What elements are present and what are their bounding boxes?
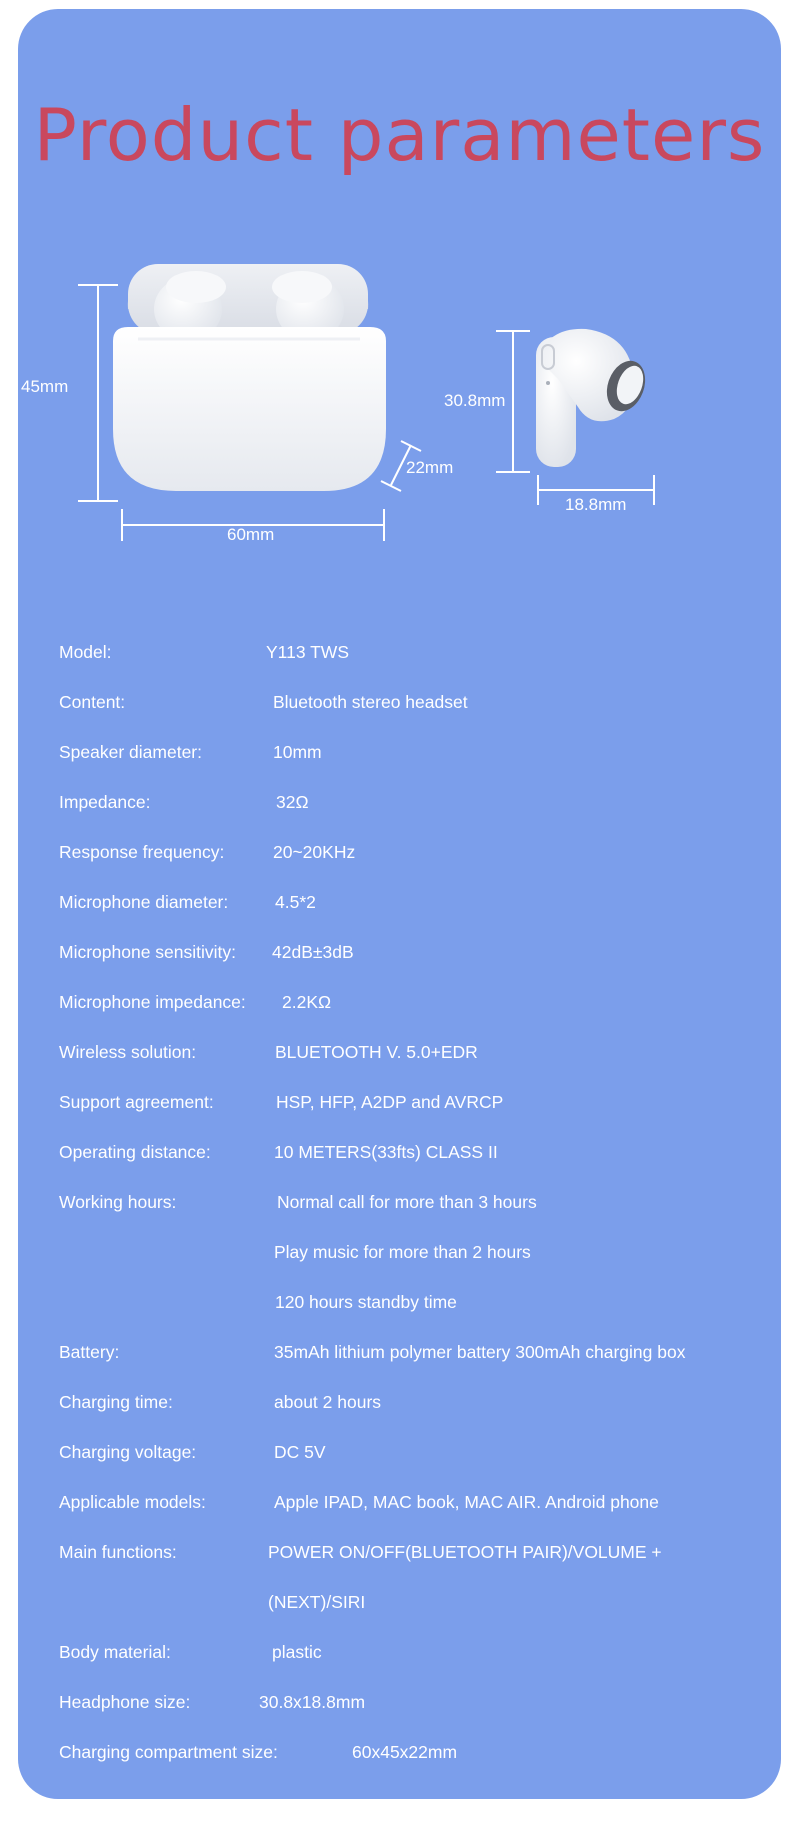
- spec-label: Charging voltage:: [59, 1442, 197, 1462]
- spec-label: Main functions:: [59, 1542, 177, 1562]
- spec-value: Play music for more than 2 hours: [274, 1242, 531, 1262]
- spec-value: 30.8x18.8mm: [259, 1692, 366, 1712]
- spec-row-model: [18, 642, 781, 672]
- spec-row-working-hours-2: [18, 1242, 781, 1272]
- charging-case-image: [113, 264, 386, 491]
- spec-label: Battery:: [59, 1342, 120, 1362]
- spec-row-headphone-size: [18, 1692, 781, 1722]
- spec-value: HSP, HFP, A2DP and AVRCP: [276, 1092, 504, 1112]
- spec-value: BLUETOOTH V. 5.0+EDR: [275, 1042, 478, 1062]
- spec-value: 35mAh lithium polymer battery 300mAh charging box: [274, 1342, 686, 1362]
- spec-row-applicable-models: [18, 1492, 781, 1522]
- spec-label: Applicable models:: [59, 1492, 206, 1512]
- bud-width-label: 18.8mm: [565, 495, 627, 514]
- spec-label: Impedance:: [59, 792, 151, 812]
- page-title: Product parameters: [33, 93, 766, 177]
- spec-value: Apple IPAD, MAC book, MAC AIR. Android phone: [274, 1492, 659, 1512]
- spec-label: Microphone impedance:: [59, 992, 246, 1012]
- spec-value: Bluetooth stereo headset: [273, 692, 468, 712]
- product-illustration: [18, 9, 781, 569]
- spec-value: Normal call for more than 3 hours: [277, 1192, 537, 1212]
- spec-value: DC 5V: [274, 1442, 326, 1462]
- spec-row-charging-time: [18, 1392, 781, 1422]
- spec-label: Wireless solution:: [59, 1042, 197, 1062]
- spec-value: 120 hours standby time: [275, 1292, 457, 1312]
- spec-label: Operating distance:: [59, 1142, 211, 1162]
- earbud-image: [536, 329, 652, 467]
- spec-row-charging-compartment-size: [18, 1742, 781, 1772]
- spec-row-impedance: [18, 792, 781, 822]
- spec-row-operating-distance: [18, 1142, 781, 1172]
- spec-value: (NEXT)/SIRI: [268, 1592, 366, 1612]
- spec-value: 2.2KΩ: [282, 992, 332, 1012]
- spec-row-working-hours-3: [18, 1292, 781, 1322]
- spec-row-main-functions-2: [18, 1592, 781, 1622]
- spec-value: 20~20KHz: [273, 842, 356, 862]
- spec-row-battery: [18, 1342, 781, 1372]
- spec-row-charging-voltage: [18, 1442, 781, 1472]
- spec-label: Charging compartment size:: [59, 1742, 278, 1762]
- spec-label: Body material:: [59, 1642, 171, 1662]
- spec-row-microphone-sensitivity: [18, 942, 781, 972]
- spec-row-support-agreement: [18, 1092, 781, 1122]
- spec-label: Microphone sensitivity:: [59, 942, 237, 962]
- spec-label: Charging time:: [59, 1392, 173, 1412]
- spec-row-response-frequency: [18, 842, 781, 872]
- spec-label: Model:: [59, 642, 112, 662]
- spec-row-content: [18, 692, 781, 722]
- spec-label: Response frequency:: [59, 842, 225, 862]
- case-depth-label: 22mm: [406, 458, 454, 477]
- spec-row-wireless-solution: [18, 1042, 781, 1072]
- spec-value: plastic: [272, 1642, 322, 1662]
- spec-label: Working hours:: [59, 1192, 177, 1212]
- spec-value: Y113 TWS: [266, 642, 349, 662]
- spec-row-working-hours: [18, 1192, 781, 1222]
- case-height-marker: [78, 285, 118, 501]
- spec-row-microphone-impedance: [18, 992, 781, 1022]
- spec-value: 32Ω: [276, 792, 309, 812]
- spec-label: Speaker diameter:: [59, 742, 202, 762]
- parameters-card: [18, 9, 781, 1799]
- spec-value: 10 METERS(33fts) CLASS II: [274, 1142, 498, 1162]
- spec-label: Content:: [59, 692, 126, 712]
- spec-row-body-material: [18, 1642, 781, 1672]
- spec-row-microphone-diameter: [18, 892, 781, 922]
- spec-label: Support agreement:: [59, 1092, 214, 1112]
- bud-height-label: 30.8mm: [444, 391, 506, 410]
- spec-value: POWER ON/OFF(BLUETOOTH PAIR)/VOLUME +: [268, 1542, 662, 1562]
- spec-value: 10mm: [273, 742, 322, 762]
- spec-value: about 2 hours: [274, 1392, 382, 1412]
- spec-row-speaker-diameter: [18, 742, 781, 772]
- spec-label: Microphone diameter:: [59, 892, 229, 912]
- spec-row-main-functions: [18, 1542, 781, 1572]
- spec-value: 42dB±3dB: [272, 942, 354, 962]
- case-height-label: 45mm: [21, 377, 69, 396]
- spec-value: 4.5*2: [275, 892, 316, 912]
- spec-label: Headphone size:: [59, 1692, 191, 1712]
- case-width-label: 60mm: [227, 525, 275, 544]
- spec-value: 60x45x22mm: [352, 1742, 458, 1762]
